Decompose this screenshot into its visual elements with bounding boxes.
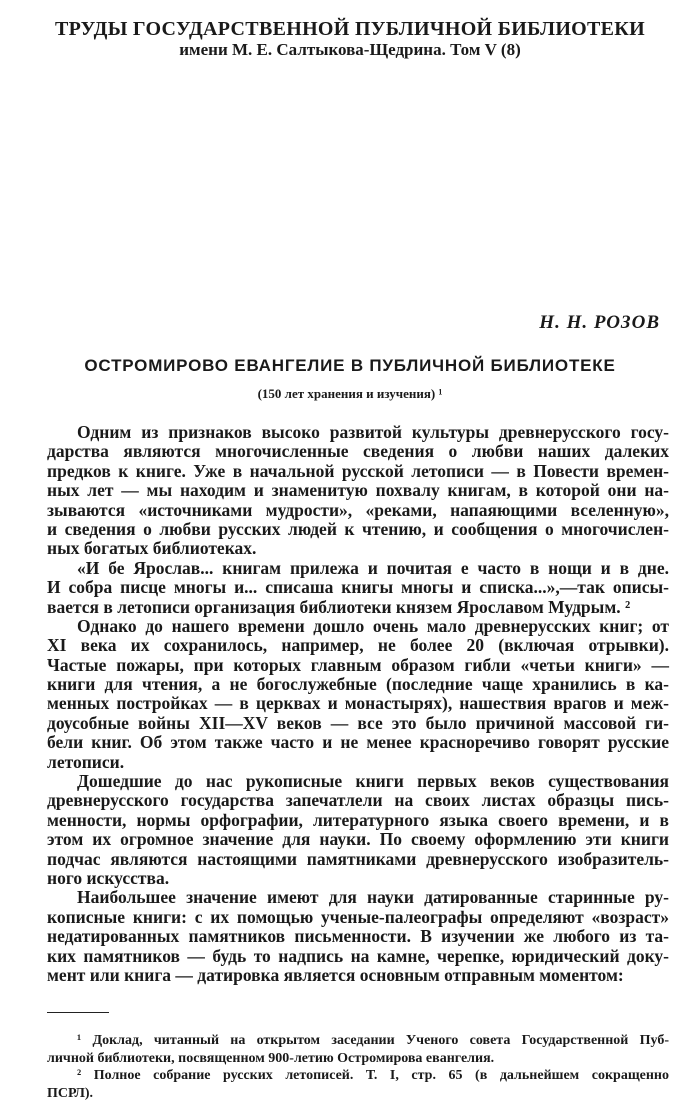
paragraph [47,617,669,772]
footnotes [47,1032,669,1102]
paragraph [47,772,669,888]
text-line: дарства являются многочисленные сведения о любви наших далеких [47,441,669,462]
text-line: ПСРЛ). [47,1085,94,1101]
text-line: менности, нормы орфографии, литературного языка своего времени, и в [47,809,669,830]
text-line: ного искусства. [47,867,170,888]
text-line: Наибольшее значение имеют для науки датированные старинные ру- [77,887,669,908]
text-line: подчас являются настоящими памятниками древнерусского изобразитель- [47,848,669,869]
text-line: Дошедшие до нас рукописные книги первых веков существования [77,771,669,792]
text-line: личной библиотеки, посвященном 900-летию Остромирова евангелия. [47,1050,495,1066]
text-line: зываются «источниками мудрости», «реками, напаяющими вселенную», [47,499,669,520]
footnote [47,1067,669,1102]
footnote-divider [47,1012,109,1013]
text-line: Одним из признаков высоко развитой культуры древнерусского госу- [77,422,669,442]
paragraph [47,423,669,559]
text-line: Частые пожары, при которых главным образом гибли «четьи книги» — [47,654,669,675]
text-line: ких памятников — будь то надпись на камне, черепке, юридический доку- [47,945,669,966]
paragraph [47,888,669,985]
text-line: летописи. [47,751,125,772]
text-line: И собра писце многы и... списаша книгы многы и списка...»,—так описы- [47,577,669,598]
text-line: Однако до нашего времени дошло очень мало древнерусских книг; от [77,615,669,636]
journal-subtitle: имени М. Е. Салтыкова-Щедрина. Том V (8) [179,40,521,59]
text-line: древнерусского государства запечатлели на своих листах образцы пись- [47,790,669,811]
text-line: этом их огромное значение для науки. По своему оформлению эти книги [47,829,669,850]
article-body [47,423,669,985]
text-line: доусобные войны XII—XV веков — все это было причиной массовой ги- [47,712,669,733]
text-line: и сведения о любви русских людей к чтению, и сообщения о многочислен- [47,518,669,539]
paragraph [47,559,669,617]
text-line: кописные книги: с их помощью ученые-палеографы определяют «возраст» [47,906,669,927]
text-line: менных постройках — в церквах и монастырях), нашествия врагов и меж- [47,693,669,714]
text-line: ¹ Доклад, читанный на открытом заседании Ученого совета Государственной Пуб- [77,1033,669,1048]
text-line: вается в летописи организация библиотеки князем Ярославом Мудрым. ² [47,596,631,617]
author: Н. Н. РОЗОВ [539,312,660,333]
text-line: «И бе Ярослав... книгам прилежа и почитая е часто в нощи и в дне. [77,557,669,578]
text-line: XI века их сохранилось, например, не более 20 (включая отрывки). [47,635,669,656]
article-subtitle: (150 лет хранения и изучения) ¹ [257,386,443,401]
text-line: недатированных памятников письменности. В изучении же любого из та- [47,926,669,947]
footnote [47,1032,669,1067]
text-line: ² Полное собрание русских летописей. Т. I, стр. 65 (в дальнейшем сокращенно [77,1068,669,1083]
text-line: ных лет — мы находим и знаменитую похвалу книгам, в которой они на- [47,480,669,501]
text-line: бели книг. Об этом также часто и не менее красноречиво говорят русские [47,732,669,753]
article-title: ОСТРОМИРОВО ЕВАНГЕЛИЕ В ПУБЛИЧНОЙ БИБЛИОТЕКЕ [84,356,616,375]
text-line: книги для чтения, а не богослужебные (последние чаще хранились в ка- [47,674,669,695]
text-line: предков к книге. Уже в начальной русской летописи — в Повести времен- [47,460,669,481]
text-line: ных богатых библиотеках. [47,538,257,559]
journal-title: ТРУДЫ ГОСУДАРСТВЕННОЙ ПУБЛИЧНОЙ БИБЛИОТЕКИ [55,18,645,40]
text-line: мент или книга — датировка является основным отправным моментом: [47,964,624,985]
